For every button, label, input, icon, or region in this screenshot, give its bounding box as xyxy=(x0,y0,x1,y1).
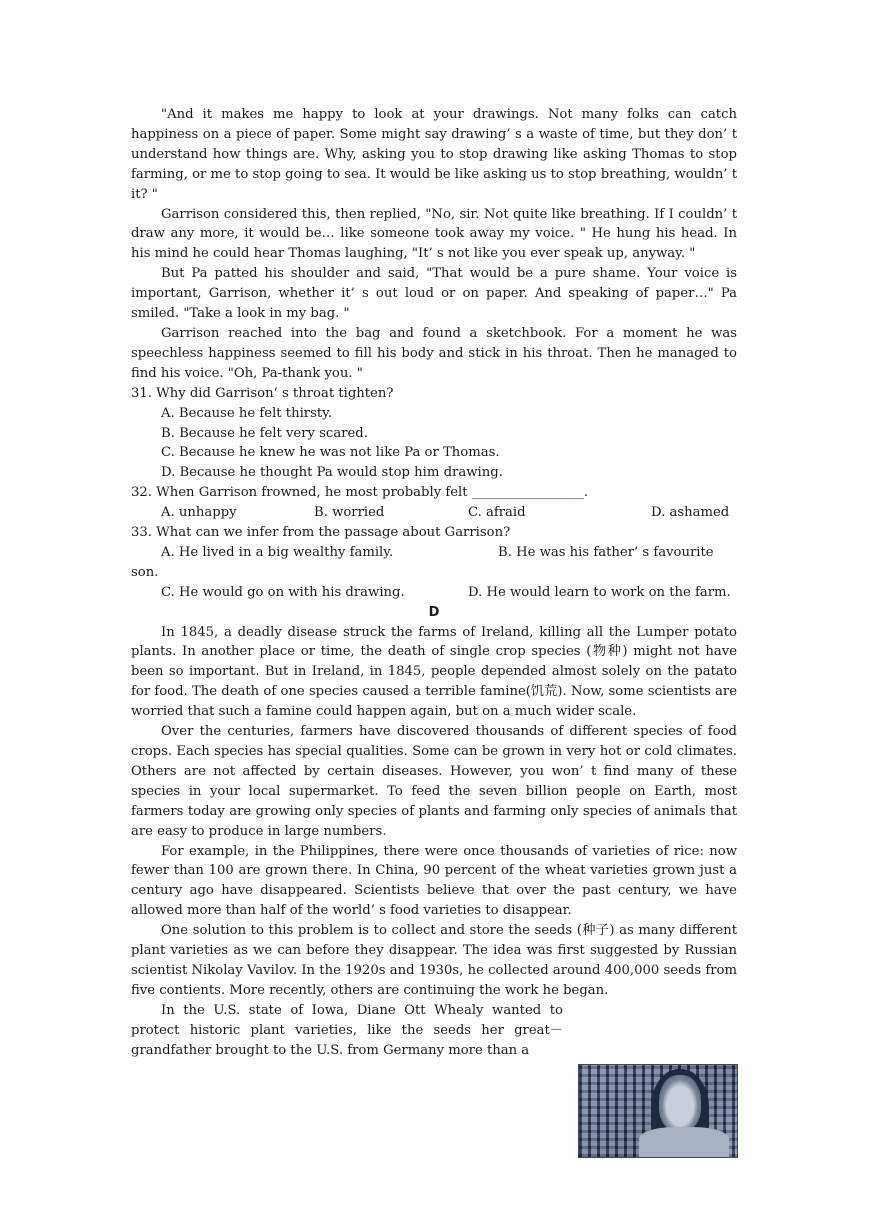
question-31: 31. Why did Garrison’ s throat tighten? xyxy=(131,385,394,401)
passage-paragraph: Garrison reached into the bag and found a sketchbook. For a moment he was speechless happiness seemed to fill his body and stick in his throat. Then he managed to find his voice. "Oh, Pa-thank you. " xyxy=(131,325,737,381)
options-row xyxy=(131,543,737,563)
photo-face xyxy=(659,1075,701,1131)
section-heading: D xyxy=(428,604,440,620)
passage-paragraph: But Pa patted his shoulder and said, "That would be a pure shame. Your voice is important, Garrison, whether it’ s out loud or on paper. And speaking of paper…" Pa smiled. "Take a look in my bag. " xyxy=(131,266,737,322)
question-33: 33. What can we infer from the passage about Garrison? xyxy=(131,525,511,541)
passage-paragraph: In 1845, a deadly disease struck the farms of Ireland, killing all the Lumper potato plants. In another place or time, the death of single crop species (物种) might not have been so important. But in Ireland, in 1845, people depended almost solely on the patato for food. The death of one species caused a terrible famine(饥荒). Now, some scientists are worried that such a famine could happen again, but on a much wider scale. xyxy=(131,624,737,720)
passage-paragraph: Over the centuries, farmers have discovered thousands of different species of food crops. Each species has special qualities. Some can be grown in very hot or cold climates. Others are not affected by certain diseases. However, you won’ t find many of these species in your local supermarket. To feed the seven billion people on Earth, most farmers today are growing only species of plants and farming only species of animals that are easy to produce in large numbers. xyxy=(131,724,737,839)
option: D. He would learn to work on the farm. xyxy=(468,584,731,600)
passage-paragraph: One solution to this problem is to collect and store the seeds (种子) as many different plant varieties as we can before they disappear. The idea was first suggested by Russian scientist Nikolay Vavilov. In the 1920s and 1930s, he collected around 400,000 seeds from five contients. More recently, others are continuing the work he began. xyxy=(131,923,737,998)
option: A. Because he felt thirsty. xyxy=(161,405,333,421)
options-row xyxy=(131,503,737,523)
option: D. Because he thought Pa would stop him drawing. xyxy=(161,465,503,481)
option: A. He lived in a big wealthy family. xyxy=(161,544,394,560)
option: B. He was his father’ s favourite xyxy=(498,544,714,560)
seed-library-photo xyxy=(578,1064,738,1158)
options-row xyxy=(131,583,737,603)
photo-body xyxy=(639,1127,729,1157)
document-page xyxy=(131,105,737,1061)
option: C. He would go on with his drawing. xyxy=(161,584,405,600)
option: C. afraid xyxy=(468,505,526,521)
option: C. Because he knew he was not like Pa or Thomas. xyxy=(161,445,500,461)
option-continuation: son. xyxy=(131,564,159,580)
passage-paragraph: Garrison considered this, then replied, "No, sir. Not quite like breathing. If I couldn’ t draw any more, it would be… like someone took away my voice. " He hung his head. In his mind he could hear Thomas laughing, "It’ s not like you ever speak up, anyway. " xyxy=(131,206,737,262)
option: D. ashamed xyxy=(651,505,730,521)
passage-paragraph: "And it makes me happy to look at your drawings. Not many folks can catch happiness on a piece of paper. Some might say drawing’ s a waste of time, but they don’ t understand how things are. Why, asking you to stop drawing like asking Thomas to stop farming, or me to stop going to sea. It would be like asking us to stop breathing, wouldn’ t it? " xyxy=(131,107,737,202)
passage-paragraph: For example, in the Philippines, there were once thousands of varieties of rice: now fewer than 100 are grown there. In China, 90 percent of the wheat varieties grown just a century ago have disappeared. Scientists believe that over the past century, we have allowed more than half of the world’ s food varieties to disappear. xyxy=(131,843,737,919)
option: A. unhappy xyxy=(161,505,237,521)
option: B. worried xyxy=(314,505,385,521)
passage-paragraph: In the U.S. state of Iowa, Diane Ott Whealy wanted to protect historic plant varieties, like the seeds her great－grandfather brought to the U.S. from Germany more than a xyxy=(131,1002,563,1058)
option: B. Because he felt very scared. xyxy=(161,425,368,441)
question-32: 32. When Garrison frowned, he most probably felt _________________. xyxy=(131,485,589,501)
